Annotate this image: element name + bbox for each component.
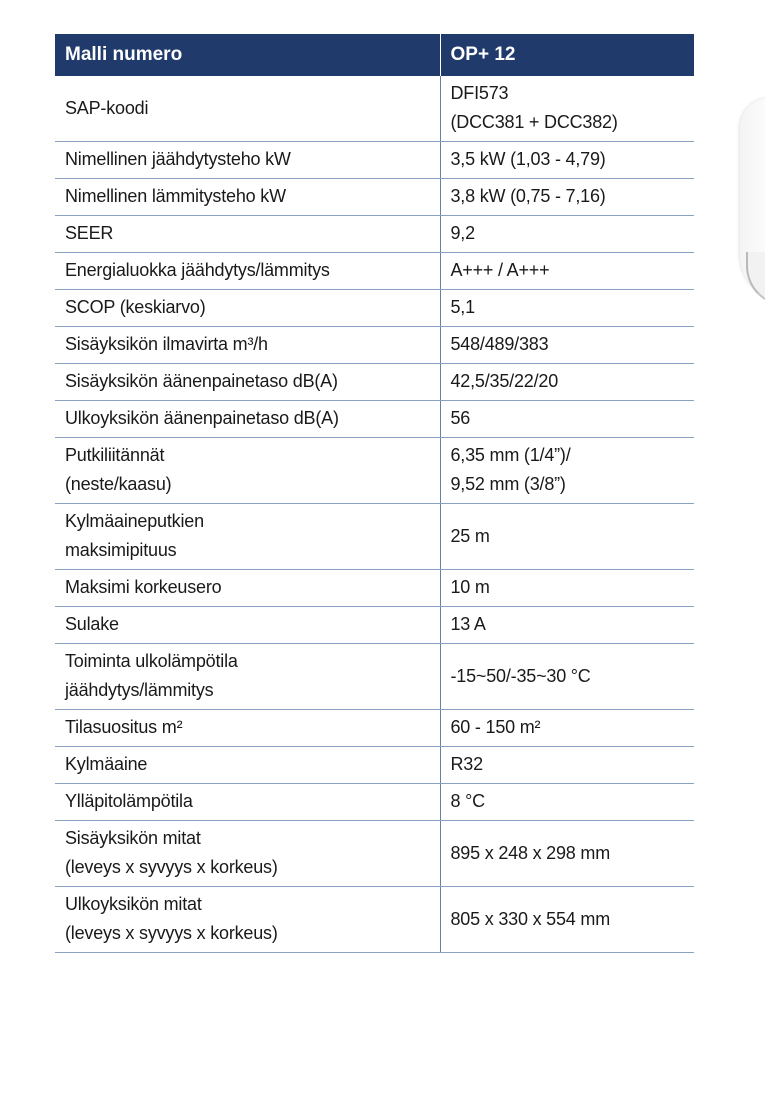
row-label: Toiminta ulkolämpötila jäähdytys/lämmitys — [55, 644, 440, 710]
table-row — [55, 76, 694, 142]
row-label: Kylmäaineputkien maksimipituus — [55, 504, 440, 570]
row-value: 42,5/35/22/20 — [440, 364, 694, 401]
table-row — [55, 887, 694, 953]
row-label: Putkiliitännät (neste/kaasu) — [55, 438, 440, 504]
table-row — [55, 710, 694, 747]
row-value: -15~50/-35~30 °C — [440, 644, 694, 710]
table-row — [55, 253, 694, 290]
row-label: Maksimi korkeusero — [55, 570, 440, 607]
row-value: 805 x 330 x 554 mm — [440, 887, 694, 953]
row-value: 9,2 — [440, 216, 694, 253]
table-row — [55, 784, 694, 821]
table-row — [55, 327, 694, 364]
row-value: DFI573 (DCC381 + DCC382) — [440, 76, 694, 142]
row-value: 8 °C — [440, 784, 694, 821]
table-row — [55, 401, 694, 438]
header-model-label: Malli numero — [55, 34, 440, 76]
row-label: Nimellinen jäähdytysteho kW — [55, 142, 440, 179]
row-label: Ulkoyksikön äänenpainetaso dB(A) — [55, 401, 440, 438]
row-value: 25 m — [440, 504, 694, 570]
row-label: Kylmäaine — [55, 747, 440, 784]
row-value: 3,8 kW (0,75 - 7,16) — [440, 179, 694, 216]
row-value: 895 x 248 x 298 mm — [440, 821, 694, 887]
row-label: Ylläpitolämpötila — [55, 784, 440, 821]
header-model-value: OP+ 12 — [440, 34, 694, 76]
spec-table-header — [55, 34, 694, 76]
row-value: R32 — [440, 747, 694, 784]
row-label: SEER — [55, 216, 440, 253]
row-value: 60 - 150 m² — [440, 710, 694, 747]
row-label: Sulake — [55, 607, 440, 644]
row-value: 3,5 kW (1,03 - 4,79) — [440, 142, 694, 179]
spec-table — [55, 34, 694, 953]
row-label: Ulkoyksikön mitat (leveys x syvyys x korkeus) — [55, 887, 440, 953]
row-value: 6,35 mm (1/4”)/ 9,52 mm (3/8”) — [440, 438, 694, 504]
row-label: Sisäyksikön mitat (leveys x syvyys x korkeus) — [55, 821, 440, 887]
table-row — [55, 607, 694, 644]
row-label: SCOP (keskiarvo) — [55, 290, 440, 327]
row-label: Nimellinen lämmitysteho kW — [55, 179, 440, 216]
row-label: Sisäyksikön ilmavirta m³/h — [55, 327, 440, 364]
table-row — [55, 438, 694, 504]
row-label: Sisäyksikön äänenpainetaso dB(A) — [55, 364, 440, 401]
table-row — [55, 747, 694, 784]
row-label: SAP-koodi — [55, 76, 440, 142]
row-label: Tilasuositus m² — [55, 710, 440, 747]
product-image-corner — [746, 252, 765, 306]
row-value: 548/489/383 — [440, 327, 694, 364]
row-value: 13 A — [440, 607, 694, 644]
table-row — [55, 644, 694, 710]
row-label: Energialuokka jäähdytys/lämmitys — [55, 253, 440, 290]
table-row — [55, 142, 694, 179]
row-value: A+++ / A+++ — [440, 253, 694, 290]
row-value: 5,1 — [440, 290, 694, 327]
table-row — [55, 570, 694, 607]
table-row — [55, 364, 694, 401]
table-row — [55, 216, 694, 253]
table-row — [55, 290, 694, 327]
row-value: 10 m — [440, 570, 694, 607]
table-row — [55, 179, 694, 216]
row-value: 56 — [440, 401, 694, 438]
table-row — [55, 504, 694, 570]
table-row — [55, 821, 694, 887]
